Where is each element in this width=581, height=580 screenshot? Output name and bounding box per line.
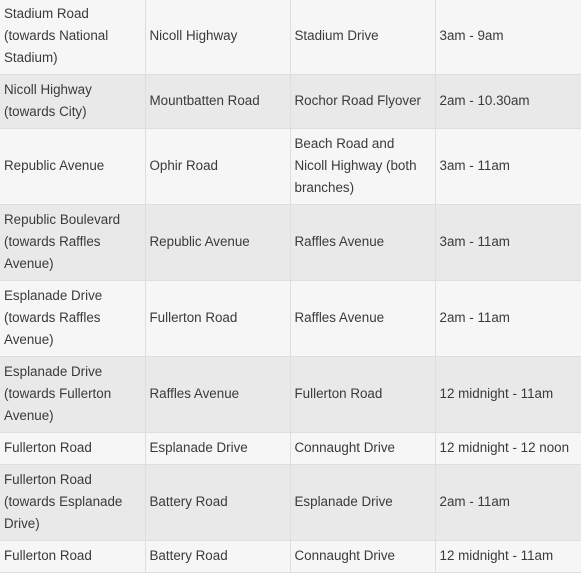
road-cell: Fullerton Road [0, 541, 145, 573]
time-cell: 12 midnight - 11am [435, 541, 581, 573]
to-cell: Connaught Drive [290, 433, 435, 465]
road-cell: Fullerton Road (towards Esplanade Drive) [0, 465, 145, 541]
road-cell: Republic Boulevard (towards Raffles Avenue) [0, 205, 145, 281]
road-cell: Stadium Road (towards National Stadium) [0, 0, 145, 75]
time-cell: 12 midnight - 12 noon [435, 433, 581, 465]
from-cell: Esplanade Drive [145, 433, 290, 465]
to-cell: Raffles Avenue [290, 281, 435, 357]
to-cell: Stadium Drive [290, 0, 435, 75]
road-cell: Esplanade Drive (towards Fullerton Avenue) [0, 357, 145, 433]
time-cell: 3am - 11am [435, 205, 581, 281]
to-cell: Rochor Road Flyover [290, 75, 435, 129]
from-cell: Raffles Avenue [145, 357, 290, 433]
to-cell: Esplanade Drive [290, 465, 435, 541]
to-cell: Connaught Drive [290, 541, 435, 573]
table-row [0, 541, 581, 573]
time-cell: 2am - 11am [435, 465, 581, 541]
from-cell: Republic Avenue [145, 205, 290, 281]
time-cell: 12 midnight - 11am [435, 357, 581, 433]
table-row [0, 75, 581, 129]
table-row [0, 433, 581, 465]
time-cell: 3am - 11am [435, 129, 581, 205]
table-row [0, 0, 581, 75]
table-row [0, 281, 581, 357]
from-cell: Fullerton Road [145, 281, 290, 357]
to-cell: Fullerton Road [290, 357, 435, 433]
from-cell: Battery Road [145, 465, 290, 541]
from-cell: Ophir Road [145, 129, 290, 205]
table-row [0, 205, 581, 281]
road-cell: Esplanade Drive (towards Raffles Avenue) [0, 281, 145, 357]
road-cell: Nicoll Highway (towards City) [0, 75, 145, 129]
from-cell: Mountbatten Road [145, 75, 290, 129]
from-cell: Battery Road [145, 541, 290, 573]
time-cell: 2am - 10.30am [435, 75, 581, 129]
from-cell: Nicoll Highway [145, 0, 290, 75]
to-cell: Raffles Avenue [290, 205, 435, 281]
time-cell: 3am - 9am [435, 0, 581, 75]
road-cell: Republic Avenue [0, 129, 145, 205]
table-row [0, 357, 581, 433]
table-row [0, 129, 581, 205]
to-cell: Beach Road and Nicoll Highway (both branches) [290, 129, 435, 205]
road-cell: Fullerton Road [0, 433, 145, 465]
time-cell: 2am - 11am [435, 281, 581, 357]
table-row [0, 465, 581, 541]
